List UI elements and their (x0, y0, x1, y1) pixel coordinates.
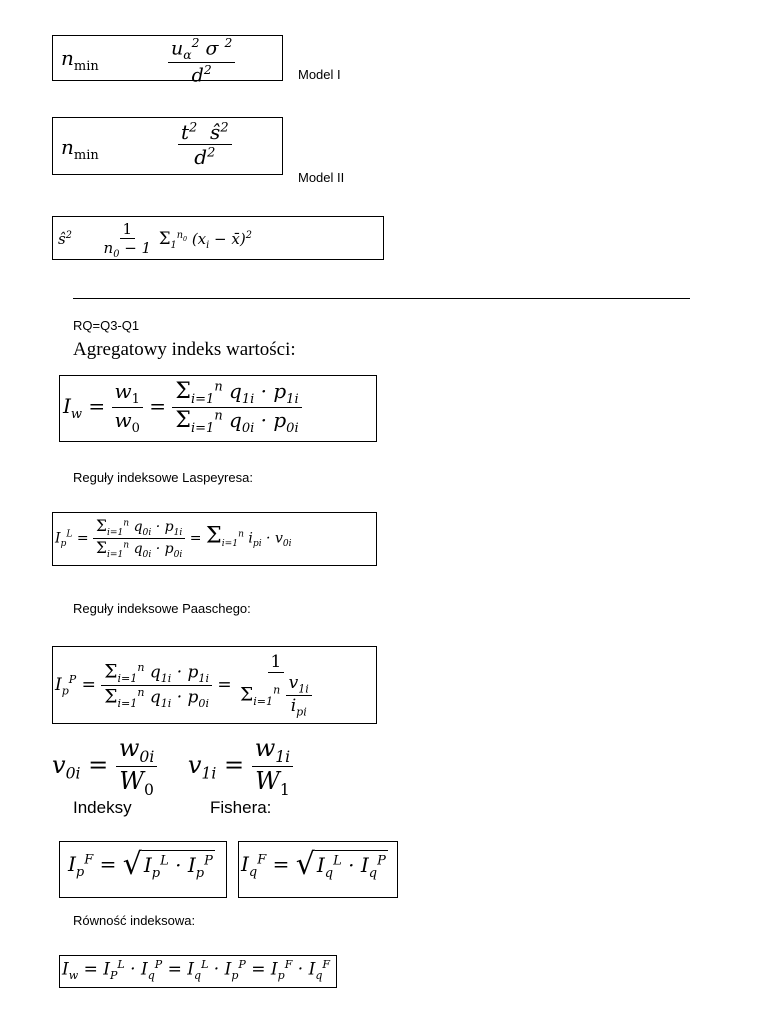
formula-box-fisher-quantity (238, 841, 398, 898)
formula-fisher-price: $I_p^F$ = √ $I_p^L \cdot I_p^P$ (68, 847, 213, 882)
formula-box-model2 (52, 117, 283, 175)
horizontal-divider (73, 298, 690, 299)
formula-box-paasche (52, 646, 377, 724)
formula-weights: $v_{0i}$ = $\frac{w_{0i}}{W_0}$ $v_{1i}$ = $\frac{w_{1i}}{W_1}$ (52, 734, 293, 799)
formula-box-model1 (52, 35, 283, 87)
heading-aggregate-index: Agregatowy indeks wartości: (73, 339, 296, 360)
model1-label: Model I (298, 67, 341, 82)
indeksy-label: Indeksy (73, 798, 132, 817)
formula-nmin-model2: $n_{min}$ (61, 135, 99, 163)
formula-variance: $ŝ^2$ $\frac{1}{n_0 - 1}$ $\Sigma_1^{n_0}$ ($x_i$ − x̄)$^2$ (58, 220, 252, 260)
rq-formula: RQ=Q3-Q1 (73, 318, 140, 333)
formula-box-fisher-price (59, 841, 227, 898)
formula-fraction-model2: $\frac{t^2 ŝ^2}{d^2}$ (178, 120, 232, 169)
formula-box-variance (52, 216, 384, 260)
rownosc-label: Równość indeksowa: (73, 913, 196, 928)
formula-box-value-index (59, 375, 377, 442)
formula-fisher-quantity: $I_q^F$ = √ $I_q^L \cdot I_q^P$ (241, 847, 386, 882)
formula-nmin-model1: $n_{min}$ (61, 46, 99, 74)
formula-value-index: $I_w$ = $\frac{w_1}{w_0}$ = $\frac{\Sigma_{i=1}^n q_{1i} \cdot p_{1i}}{\Sigma_{i=1}^n q_{0i} \cdot p_{0i}}$ (63, 379, 302, 436)
paasche-label: Reguły indeksowe Paaschego: (73, 601, 251, 616)
model2-label: Model II (298, 170, 345, 185)
laspeyres-label: Reguły indeksowe Laspeyresa: (73, 470, 253, 485)
formula-box-laspeyres (52, 512, 377, 566)
fishera-label: Fishera: (210, 798, 272, 817)
formula-box-index-equality (59, 955, 337, 988)
formula-paasche: $I_p^P$ = $\frac{\Sigma_{i=1}^n q_{1i} \cdot p_{1i}}{\Sigma_{i=1}^n q_{1i} \cdot p_{0i}}$ = 1 $\Sigma_{i=1}^n$ $\frac{v_{1i}}{i_{pi}}$ (55, 652, 315, 719)
formula-index-equality: $I_w = I_P^L \cdot I_q^P = I_q^L \cdot I_p^P = I_p^F \cdot I_q^F$ (62, 958, 331, 983)
formula-laspeyres: $I_p^L$ = $\frac{\Sigma_{i=1}^n q_{0i} \cdot p_{1i}}{\Sigma_{i=1}^n q_{0i} \cdot p_{0i}}$ = $\Sigma_{i=1}^n$ $i_{pi} \cdot v_{0i}$ (55, 517, 292, 560)
formula-fraction-model1: $\frac{u_\alpha^2 \sigma ^2}{d^2}$ (168, 36, 235, 86)
